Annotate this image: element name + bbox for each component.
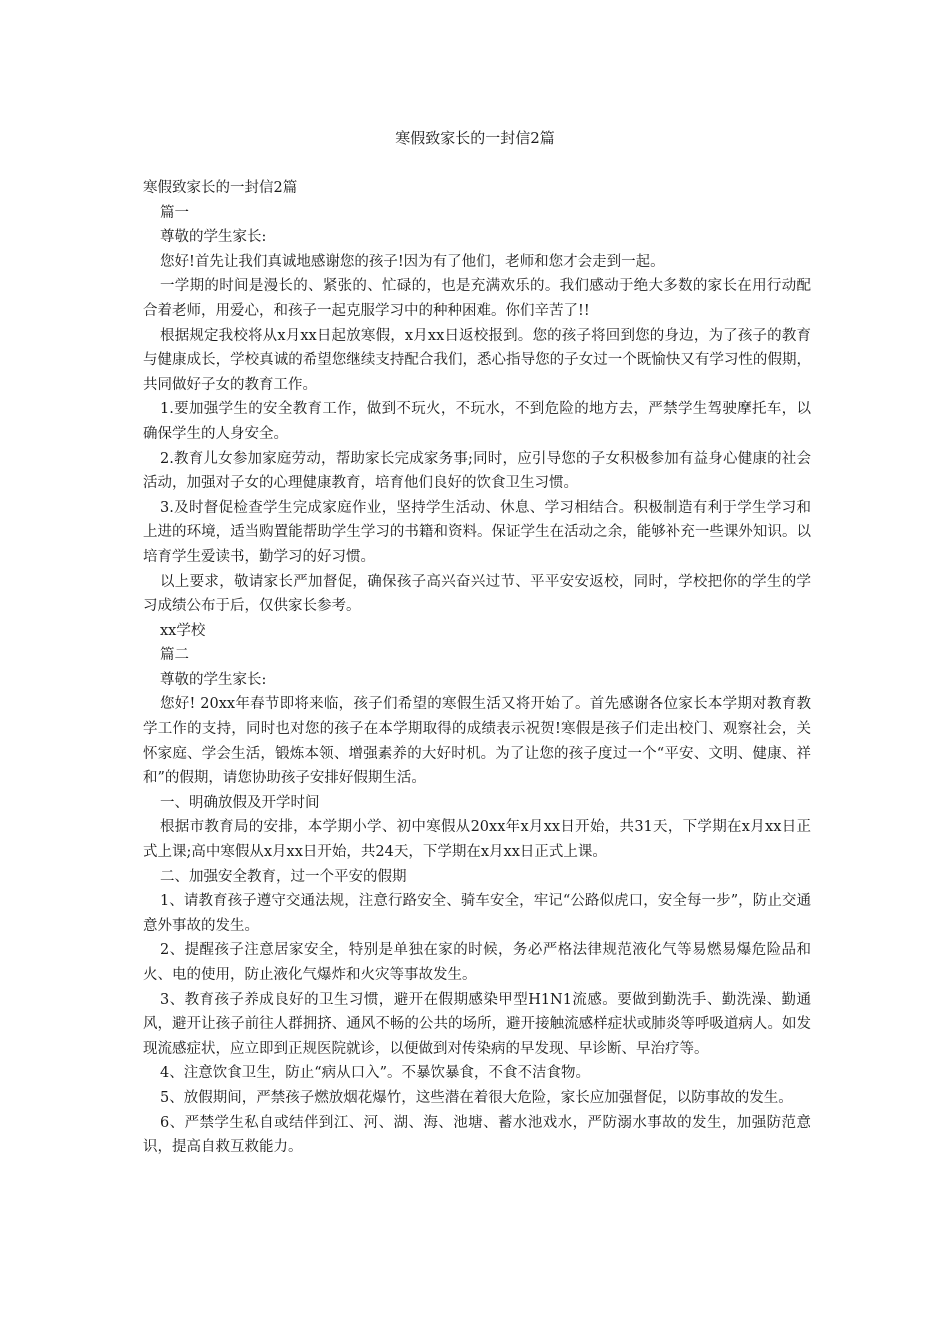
salutation: 尊敬的学生家长: <box>160 671 267 688</box>
subheading: 一、明确放假及开学时间 <box>160 794 320 811</box>
list-item: 5、放假期间，严禁孩子燃放烟花爆竹，这些潜在着很大危险，家长应加强督促，以防事故的发生。 <box>160 1089 793 1106</box>
body-heading: 寒假致家长的一封信2篇 <box>143 180 298 196</box>
salutation: 尊敬的学生家长: <box>160 229 267 246</box>
list-item: 1、请教育孩子遵守交通法规，注意行路安全、骑车安全，牢记“公路似虎口，安全每一步”，防止交通意外事故的发生。 <box>143 893 811 934</box>
paragraph: 您好! 20xx年春节即将来临，孩子们希望的寒假生活又将开始了。首先感谢各位家长本学期对教育教学工作的支持，同时也对您的孩子在本学期取得的成绩表示祝贺!寒假是孩子们走出校门、观察社会，关怀家庭、学会生活，锻炼本领、增强素养的大好时机。为了让您的孩子度过一个“平安、文明、健康、祥和”的假期，请您协助孩子安排好假期生活。 <box>143 696 811 787</box>
list-item: 6、严禁学生私自或结伴到江、河、湖、海、池塘、蓄水池戏水，严防溺水事故的发生，加强防范意识，提高自救互救能力。 <box>143 1114 811 1156</box>
document-title: 寒假致家长的一封信2篇 <box>395 129 555 147</box>
section-label-part-two: 篇二 <box>160 647 189 664</box>
list-item: 1.要加强学生的安全教育工作，做到不玩火，不玩水，不到危险的地方去，严禁学生驾驶摩托车，以确保学生的人身安全。 <box>143 401 811 442</box>
paragraph: 根据市教育局的安排，本学期小学、初中寒假从20xx年x月xx日开始，共31天，下学期在x月xx日正式上课;高中寒假从x月xx日开始，共24天，下学期在x月xx日正式上课。 <box>143 819 811 861</box>
signature: xx学校 <box>160 622 206 639</box>
list-item: 2、提醒孩子注意居家安全，特别是单独在家的时候，务必严格法律规范液化气等易燃易爆危险品和火、电的使用，防止液化气爆炸和火灾等事故发生。 <box>143 942 811 983</box>
document-body <box>143 176 811 1160</box>
list-item: 4、注意饮食卫生，防止“病从口入”。不暴饮暴食，不食不洁食物。 <box>160 1065 591 1082</box>
paragraph: 一学期的时间是漫长的、紧张的、忙碌的，也是充满欢乐的。我们感动于绝大多数的家长在用行动配合着老师，用爱心，和孩子一起克服学习中的种种困难。你们辛苦了!! <box>143 278 811 319</box>
section-label-part-one: 篇一 <box>160 204 189 221</box>
paragraph: 您好!首先让我们真诚地感谢您的孩子!因为有了他们，老师和您才会走到一起。 <box>160 253 665 270</box>
subheading: 二、加强安全教育，过一个平安的假期 <box>160 868 407 885</box>
paragraph: 以上要求，敬请家长严加督促，确保孩子高兴奋兴过节、平平安安返校，同时，学校把你的学生的学习成绩公布于后，仅供家长参考。 <box>143 573 811 615</box>
paragraph: 根据规定我校将从x月xx日起放寒假，x月xx日返校报到。您的孩子将回到您的身边，为了孩子的教育与健康成长，学校真诚的希望您继续支持配合我们，悉心指导您的子女过一个既愉快又有学习性的假期，共同做好子女的教育工作。 <box>143 327 811 393</box>
list-item: 3.及时督促检查学生完成家庭作业，坚持学生活动、休息、学习相结合。积极制造有利于学生学习和上进的环境，适当购置能帮助学生学习的书籍和资料。保证学生在活动之余，能够补充一些课外知识。以培育学生爱读书，勤学习的好习惯。 <box>143 499 811 565</box>
list-item: 3、教育孩子养成良好的卫生习惯，避开在假期感染甲型H1N1流感。要做到勤洗手、勤洗澡、勤通风，避开让孩子前往人群拥挤、通风不畅的公共的场所，避开接触流感样症状或肺炎等呼吸道病人。如发现流感症状，应立即到正规医院就诊，以便做到对传染病的早发现、早诊断、早治疗等。 <box>143 991 811 1057</box>
list-item: 2.教育儿女参加家庭劳动，帮助家长完成家务事;同时，应引导您的子女积极参加有益身心健康的社会活动，加强对子女的心理健康教育，培育他们良好的饮食卫生习惯。 <box>143 450 811 492</box>
